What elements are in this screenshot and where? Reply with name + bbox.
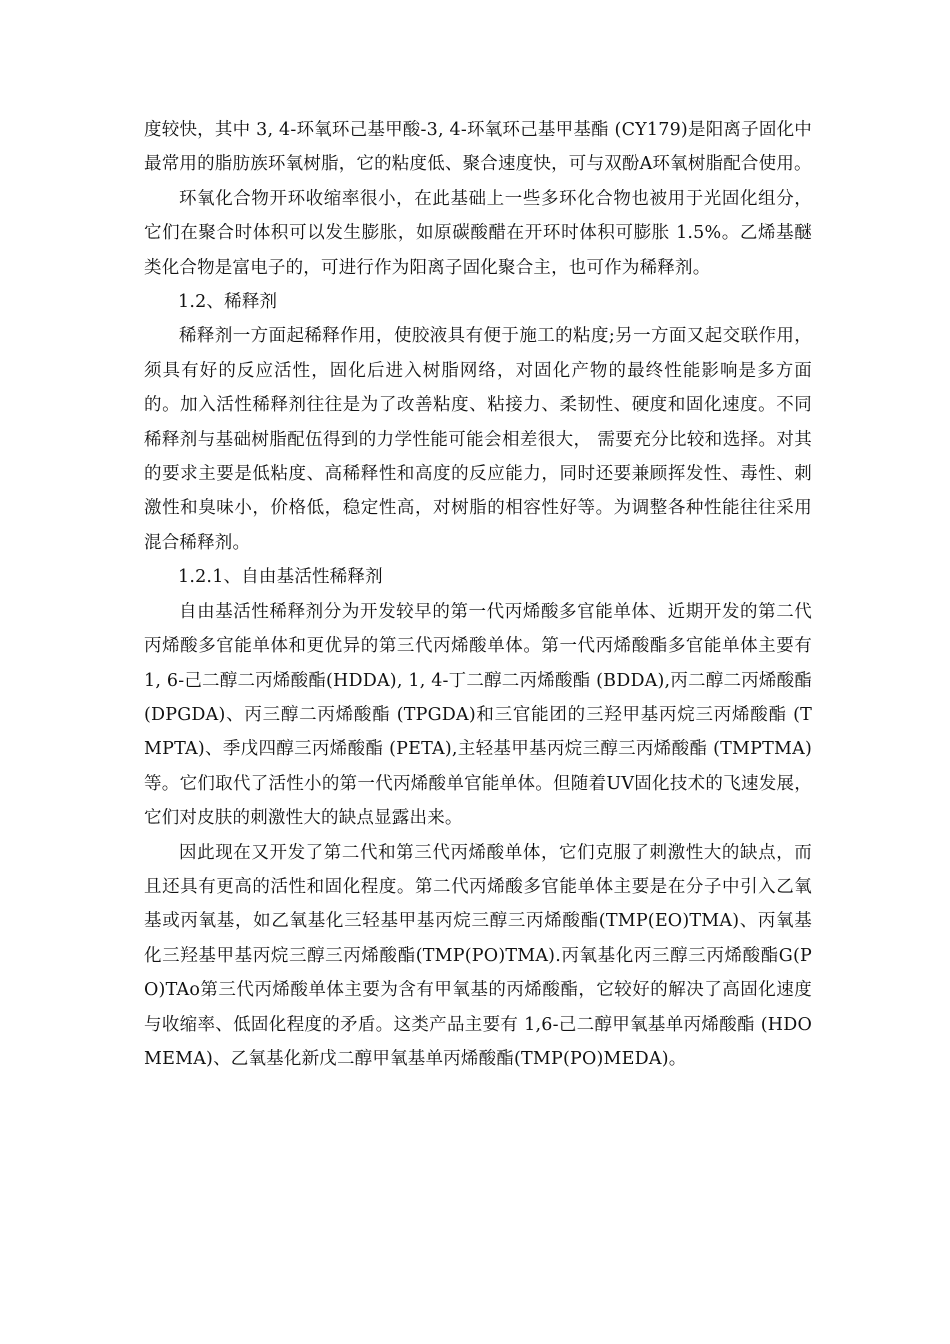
paragraph-second-third-generation-monomers: 因此现在又开发了第二代和第三代丙烯酸单体，它们克服了刺激性大的缺点，而且还具有更高的活性和固化程度。第二代丙烯酸多官能单体主要是在分子中引入乙氧基或丙氧基，如乙氧基化三轻基甲基丙烷三醇三丙烯酸酯(TMP(EO)TMA)、丙氧基化三羟基甲基丙烷三醇三丙烯酸酯(TMP(PO)TMA).丙氧基化丙三醇三丙烯酸酯G(PO)TAo第三代丙烯酸单体主要为含有甲氧基的丙烯酸酯，它较好的解决了高固化速度与收缩率、低固化程度的矛盾。这类产品主要有 1,6-己二醇甲氧基单丙烯酸酯 (HDOMEMA)、乙氧基化新戊二醇甲氧基单丙烯酸酯(TMP(PO)MEDA)。 [144,842,812,1069]
paragraph-diluent-overview: 稀释剂一方面起稀释作用，使胶液具有便于施工的粘度;另一方面又起交联作用，须具有好的反应活性，固化后进入树脂网络，对固化产物的最终性能影响是多方面的。加入活性稀释剂往往是为了改善粘度、粘接力、柔韧性、硬度和固化速度。不同稀释剂与基础树脂配伍得到的力学性能可能会相差很大， 需要充分比较和选择。对其的要求主要是低粘度、高稀释性和高度的反应能力，同时还要兼顾挥发性、毒性、刺激性和臭味小，价格低，稳定性高，对树脂的相容性好等。为调整各种性能往往采用混合稀释剂。 [144,326,812,553]
paragraph-epoxy-shrinkage: 环氧化合物开环收缩率很小，在此基础上一些多环化合物也被用于光固化组分，它们在聚合时体积可以发生膨胀，如原碳酸醋在开环时体积可膨胀 1.5%。乙烯基醚类化合物是富电子的，可进行作为阳离子固化聚合主，也可作为稀释剂。 [144,188,812,278]
section-heading-free-radical-diluent: 1.2.1、自由基活性稀释剂 [178,567,383,588]
section-heading-diluent: 1.2、稀释剂 [178,292,278,313]
document-body [144,113,812,1076]
paragraph-first-generation-monomers: 自由基活性稀释剂分为开发较早的第一代丙烯酸多官能单体、近期开发的第二代丙烯酸多官能单体和更优异的第三代丙烯酸单体。第一代丙烯酸酯多官能单体主要有 1, 6-己二醇二丙烯酸酯(HDDA), 1, 4-丁二醇二丙烯酸酯 (BDDA),丙二醇二丙烯酸酯 (DPGDA)、丙三醇二丙烯酸酯 (TPGDA)和三官能团的三羟甲基丙烷三丙烯酸酯 (TMPTA)、季戊四醇三丙烯酸酯 (PETA),主轻基甲基丙烷三醇三丙烯酸酯 (TMPTMA)等。它们取代了活性小的第一代丙烯酸单官能单体。但随着UV固化技术的飞速发展，它们对皮肤的刺激性大的缺点显露出来。 [144,601,812,829]
paragraph-continuation: 度较快，其中 3, 4-环氧环己基甲酸-3, 4-环氧环己基甲基酯 (CY179)是阳离子固化中最常用的脂肪族环氧树脂，它的粘度低、聚合速度快，可与双酚A环氧树脂配合使用。 [144,120,812,175]
